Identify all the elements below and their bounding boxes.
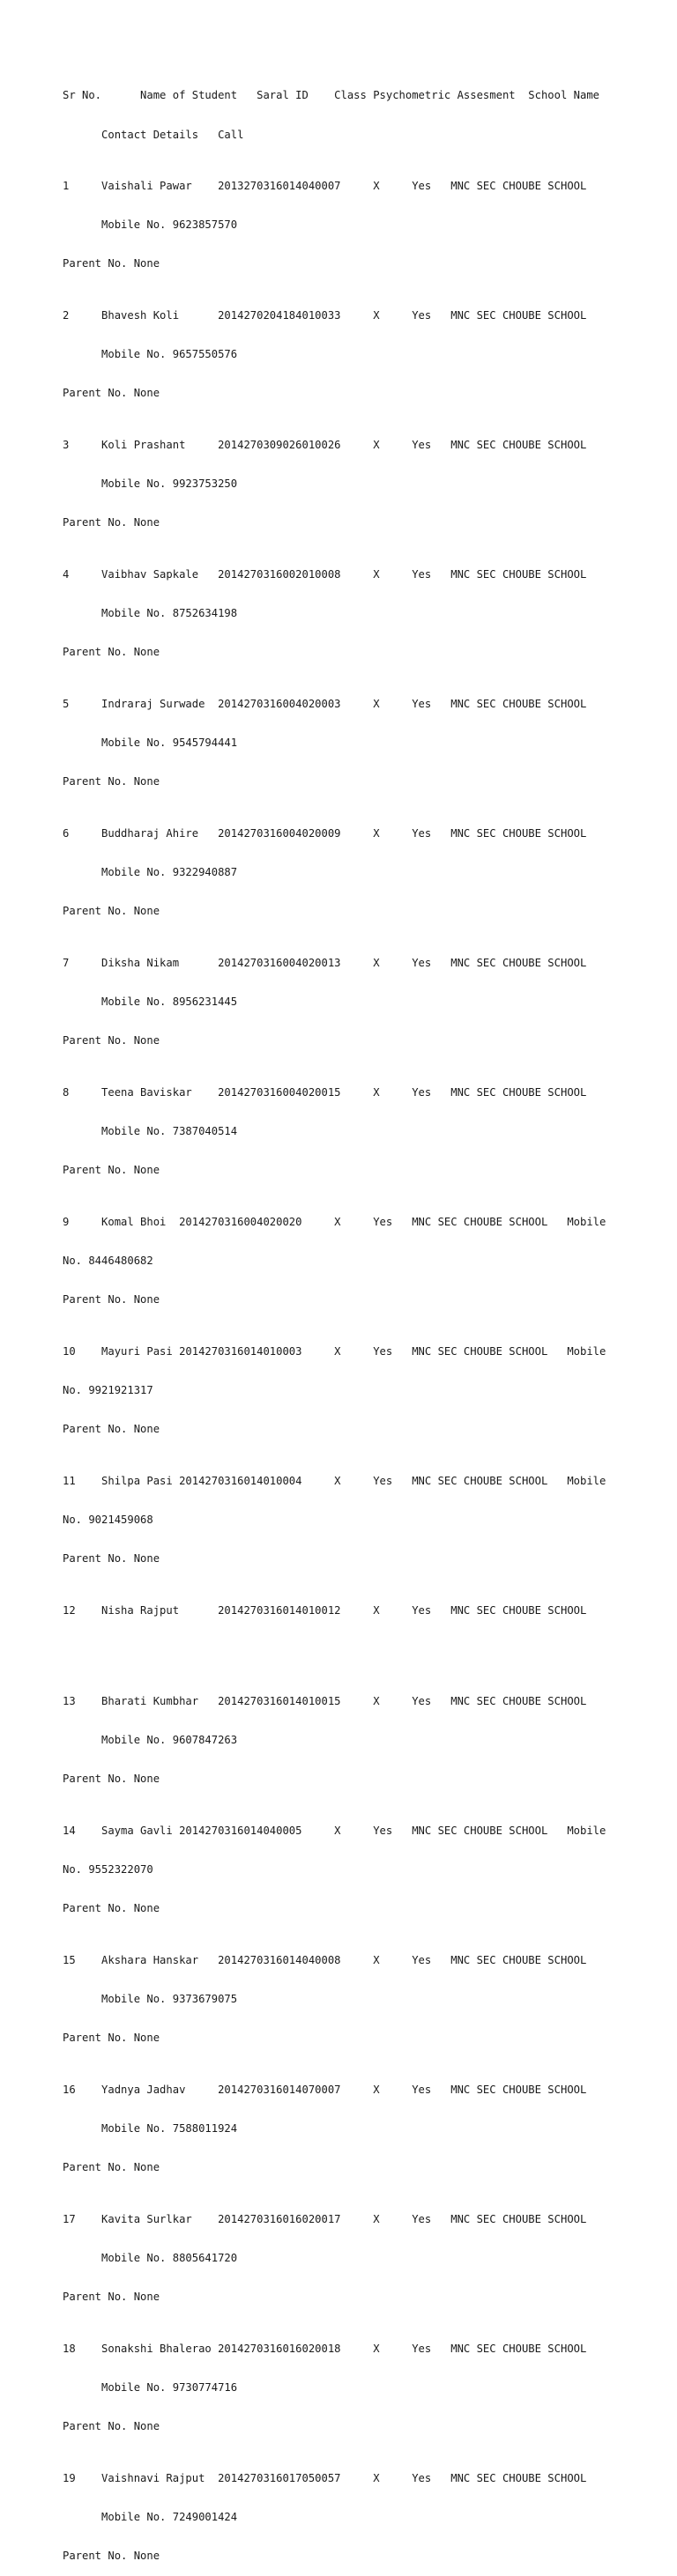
contact-line: Mobile No. 9657550576 bbox=[63, 348, 238, 361]
student-row: 19 Vaishnavi Rajput 2014270316017050057 X Yes MNC SEC CHOUBE SCHOOL bbox=[63, 2471, 587, 2484]
student-row: 7 Diksha Nikam 2014270316004020013 X Yes MNC SEC CHOUBE SCHOOL bbox=[63, 957, 587, 970]
parent-line: Parent No. None bbox=[63, 2291, 160, 2304]
contact-line: Mobile No. 9730774716 bbox=[63, 2381, 238, 2395]
student-row: 15 Akshara Hanskar 2014270316014040008 X Yes MNC SEC CHOUBE SCHOOL bbox=[63, 1953, 587, 1966]
contact-line: Mobile No. 9322940887 bbox=[63, 866, 238, 879]
parent-line: Parent No. None bbox=[63, 1552, 160, 1566]
contact-line: Mobile No. 7249001424 bbox=[63, 2511, 238, 2524]
contact-line: No. 9552322070 bbox=[63, 1863, 153, 1876]
student-row: 10 Mayuri Pasi 2014270316014010003 X Yes MNC SEC CHOUBE SCHOOL Mobile bbox=[63, 1345, 606, 1358]
parent-line: Parent No. None bbox=[63, 2420, 160, 2433]
contact-line: No. 9021459068 bbox=[63, 1514, 153, 1527]
parent-line: Parent No. None bbox=[63, 1773, 160, 1786]
student-row: 14 Sayma Gavli 2014270316014040005 X Yes MNC SEC CHOUBE SCHOOL Mobile bbox=[63, 1825, 606, 1837]
contact-line: Mobile No. 8956231445 bbox=[63, 996, 238, 1009]
parent-line: Parent No. None bbox=[63, 257, 160, 270]
student-row: 5 Indraraj Surwade 2014270316004020003 X Yes MNC SEC CHOUBE SCHOOL bbox=[63, 698, 587, 711]
student-row: 17 Kavita Surlkar 2014270316016020017 X Yes MNC SEC CHOUBE SCHOOL bbox=[63, 2212, 587, 2225]
contact-line: Mobile No. 9923753250 bbox=[63, 477, 238, 491]
contact-line: No. 8446480682 bbox=[63, 1255, 153, 1268]
contact-line: Mobile No. 7387040514 bbox=[63, 1125, 238, 1138]
parent-line: Parent No. None bbox=[63, 516, 160, 529]
parent-line: Parent No. None bbox=[63, 2161, 160, 2174]
student-row: 4 Vaibhav Sapkale 2014270316002010008 X Yes MNC SEC CHOUBE SCHOOL bbox=[63, 568, 587, 581]
parent-line: Parent No. None bbox=[63, 2032, 160, 2045]
parent-line: Parent No. None bbox=[63, 905, 160, 918]
parent-line: Parent No. None bbox=[63, 1164, 160, 1177]
parent-line: Parent No. None bbox=[63, 775, 160, 788]
student-row: 1 Vaishali Pawar 2013270316014040007 X Yes MNC SEC CHOUBE SCHOOL bbox=[63, 180, 587, 193]
student-row: 2 Bhavesh Koli 2014270204184010033 X Yes MNC SEC CHOUBE SCHOOL bbox=[63, 309, 587, 322]
contact-line: Mobile No. 9545794441 bbox=[63, 737, 238, 750]
header-line: Sr No. Name of Student Saral ID Class Psychometric Assesment School Name bbox=[63, 89, 600, 102]
contact-line: Mobile No. 7588011924 bbox=[63, 2122, 238, 2136]
student-row: 11 Shilpa Pasi 2014270316014010004 X Yes MNC SEC CHOUBE SCHOOL Mobile bbox=[63, 1475, 606, 1488]
contact-line bbox=[63, 1643, 671, 1656]
contact-line: Mobile No. 9607847263 bbox=[63, 1734, 238, 1747]
student-row: 13 Bharati Kumbhar 2014270316014010015 X Yes MNC SEC CHOUBE SCHOOL bbox=[63, 1695, 587, 1708]
student-row: 3 Koli Prashant 2014270309026010026 X Yes MNC SEC CHOUBE SCHOOL bbox=[63, 439, 587, 452]
student-row: 8 Teena Baviskar 2014270316004020015 X Yes MNC SEC CHOUBE SCHOOL bbox=[63, 1086, 587, 1099]
contact-line: Mobile No. 8752634198 bbox=[63, 607, 238, 620]
student-row: 6 Buddharaj Ahire 2014270316004020009 X Yes MNC SEC CHOUBE SCHOOL bbox=[63, 827, 587, 840]
student-list-document bbox=[63, 63, 671, 2576]
header-line: Contact Details Call bbox=[63, 128, 244, 141]
parent-line: Parent No. None bbox=[63, 1293, 160, 1307]
contact-line: Mobile No. 9623857570 bbox=[63, 218, 238, 232]
contact-line: No. 9921921317 bbox=[63, 1384, 153, 1397]
parent-line: Parent No. None bbox=[63, 646, 160, 659]
parent-line: Parent No. None bbox=[63, 2550, 160, 2563]
parent-line: Parent No. None bbox=[63, 1902, 160, 1915]
parent-line: Parent No. None bbox=[63, 387, 160, 400]
contact-line: Mobile No. 8805641720 bbox=[63, 2252, 238, 2265]
student-row: 12 Nisha Rajput 2014270316014010012 X Yes MNC SEC CHOUBE SCHOOL bbox=[63, 1604, 587, 1617]
student-row: 18 Sonakshi Bhalerao 2014270316016020018 X Yes MNC SEC CHOUBE SCHOOL bbox=[63, 2342, 587, 2355]
student-row: 9 Komal Bhoi 2014270316004020020 X Yes MNC SEC CHOUBE SCHOOL Mobile bbox=[63, 1216, 606, 1229]
parent-line: Parent No. None bbox=[63, 1034, 160, 1047]
student-row: 16 Yadnya Jadhav 2014270316014070007 X Yes MNC SEC CHOUBE SCHOOL bbox=[63, 2083, 587, 2096]
contact-line: Mobile No. 9373679075 bbox=[63, 1993, 238, 2006]
parent-line: Parent No. None bbox=[63, 1423, 160, 1436]
